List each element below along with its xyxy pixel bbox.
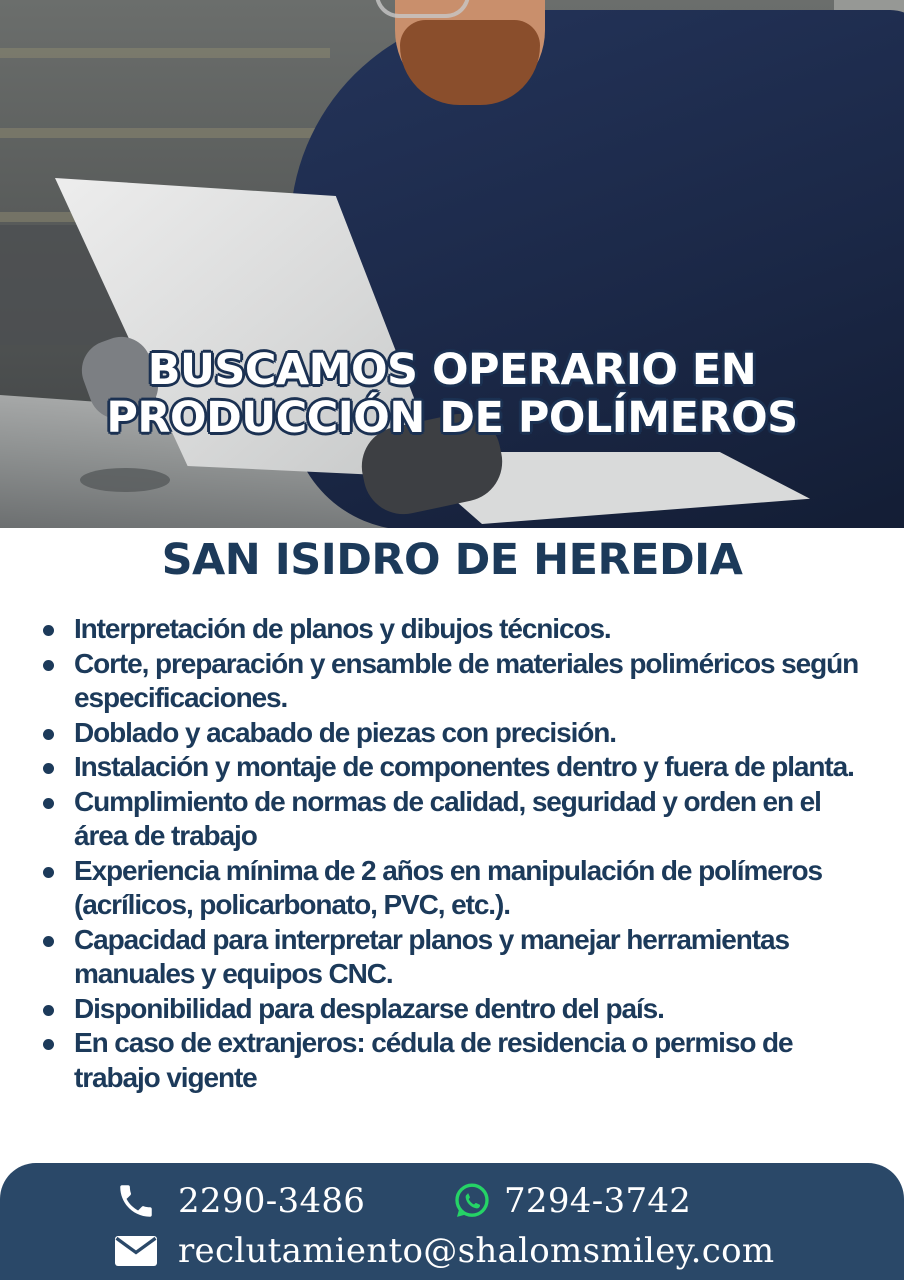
- whatsapp-number[interactable]: 7294-3742: [504, 1181, 692, 1221]
- list-item: [40, 750, 880, 785]
- phone-icon: [112, 1179, 160, 1223]
- bullet-icon: [43, 763, 54, 774]
- safety-goggles: [375, 0, 470, 18]
- list-item-text: En caso de extranjeros: cédula de residencia o permiso de trabajo vigente: [74, 1027, 793, 1093]
- whatsapp-icon: [448, 1179, 496, 1223]
- list-item: [40, 612, 880, 647]
- email-address[interactable]: reclutamiento@shalomsmiley.com: [178, 1231, 775, 1271]
- phone-number[interactable]: 2290-3486: [178, 1181, 366, 1221]
- contact-footer: [0, 1163, 904, 1280]
- job-title-line2: PRODUCCIÓN DE POLÍMEROS: [106, 393, 798, 443]
- bullet-icon: [43, 625, 54, 636]
- job-title-line1: BUSCAMOS OPERARIO EN: [147, 345, 757, 395]
- list-item-text: Experiencia mínima de 2 años en manipulación de polímeros (acrílicos, policarbonato, PVC, etc.).: [74, 854, 822, 920]
- list-item-text: Corte, preparación y ensamble de materiales poliméricos según especificaciones.: [74, 647, 859, 713]
- list-item-text: Instalación y montaje de componentes dentro y fuera de planta.: [74, 751, 854, 782]
- list-item: [40, 992, 880, 1027]
- email-row: [112, 1229, 774, 1273]
- list-item-text: Doblado y acabado de piezas con precisión.: [74, 716, 616, 748]
- list-item-text: Interpretación de planos y dibujos técnicos.: [74, 613, 611, 644]
- list-item: [40, 716, 880, 751]
- phone-row: [112, 1179, 691, 1223]
- bullet-icon: [43, 936, 54, 947]
- bullet-icon: [43, 660, 54, 671]
- list-item: [40, 1026, 880, 1095]
- saw-blade: [80, 468, 170, 492]
- list-item: [40, 854, 880, 923]
- requirements-list: [40, 612, 880, 1095]
- mail-icon: [112, 1229, 160, 1273]
- background-shelf: [0, 48, 330, 58]
- bullet-icon: [43, 867, 54, 878]
- list-item-text: Capacidad para interpretar planos y manejar herramientas manuales y equipos CNC.: [74, 923, 789, 989]
- background-shelf: [0, 128, 330, 138]
- list-item: [40, 785, 880, 854]
- list-item: [40, 647, 880, 716]
- bullet-icon: [43, 729, 54, 740]
- list-item-text: Disponibilidad para desplazarse dentro del país.: [74, 992, 664, 1024]
- list-item: [40, 923, 880, 992]
- job-location: SAN ISIDRO DE HEREDIA: [161, 535, 743, 585]
- bullet-icon: [43, 1005, 54, 1016]
- hero-photo: [0, 0, 904, 528]
- bullet-icon: [43, 798, 54, 809]
- job-title: [0, 346, 904, 442]
- bullet-icon: [43, 1039, 54, 1050]
- list-item-text: Cumplimiento de normas de calidad, seguridad y orden en el área de trabajo: [74, 785, 821, 851]
